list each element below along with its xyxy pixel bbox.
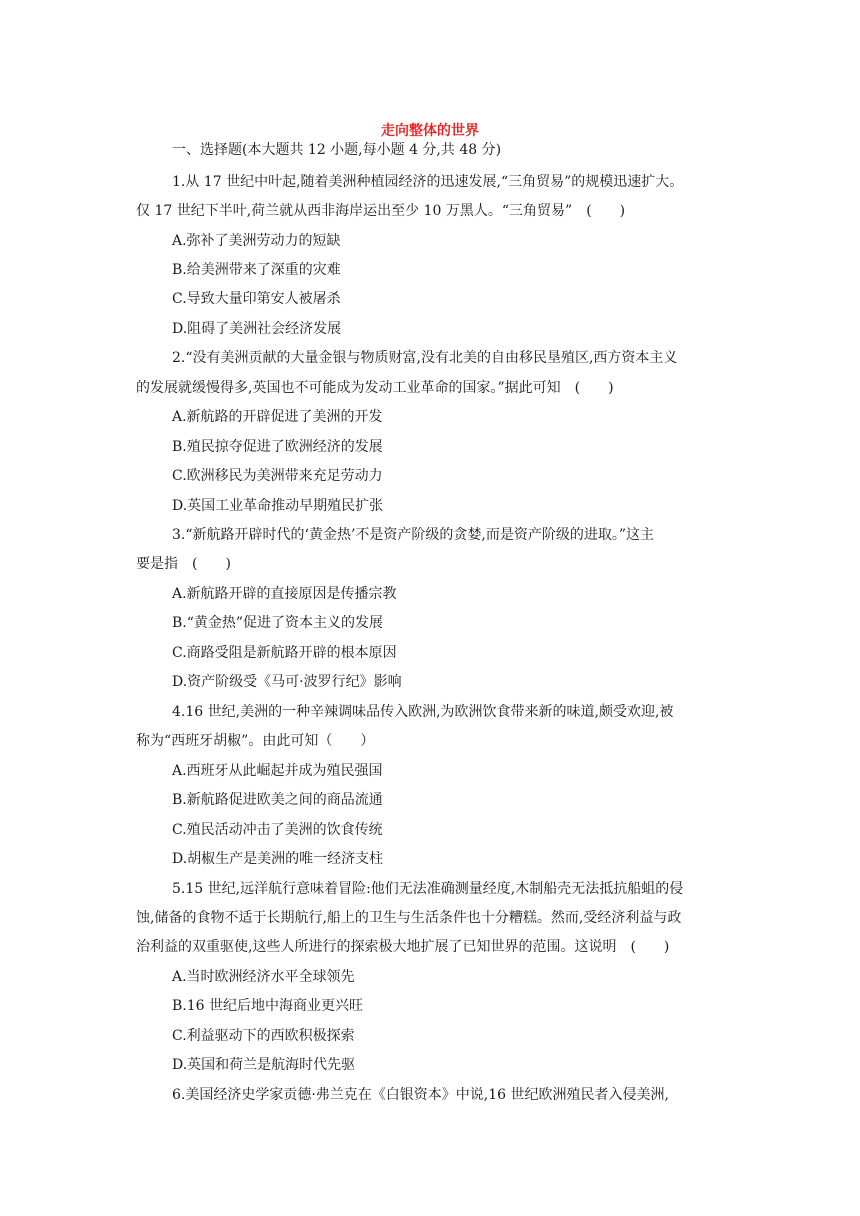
question-3-option-a: A.新航路开辟的直接原因是传播宗教 (172, 586, 397, 602)
question-5-option-c: C.利益驱动下的西欧积极探索 (172, 1028, 355, 1044)
question-5-line-2: 蚀,储备的食物不适于长期航行,船上的卫生与生活条件也十分糟糕。然而,受经济利益与政 (136, 910, 682, 926)
question-3-line-2: 要是指 ( ) (136, 556, 231, 572)
question-5-option-b: B.16 世纪后地中海商业更兴旺 (172, 998, 364, 1014)
question-2-line-1: 2.“没有美洲贡献的大量金银与物质财富,没有北美的自由移民垦殖区,西方资本主义 (172, 350, 678, 366)
question-2-option-a: A.新航路的开辟促进了美洲的开发 (172, 409, 383, 425)
question-1-option-a: A.弥补了美洲劳动力的短缺 (172, 233, 341, 249)
question-4-option-c: C.殖民活动冲击了美洲的饮食传统 (172, 822, 383, 838)
page-title: 走向整体的世界 (381, 123, 479, 139)
question-3-option-c: C.商路受阻是新航路开辟的根本原因 (172, 645, 397, 661)
question-4-line-2: 称为“西班牙胡椒”。由此可知（ ） (136, 733, 375, 749)
question-5-line-3: 治利益的双重驱使,这些人所进行的探索极大地扩展了已知世界的范围。这说明 ( ) (136, 939, 670, 955)
question-4-line-1: 4.16 世纪,美洲的一种辛辣调味品传入欧洲,为欧洲饮食带来新的味道,颇受欢迎,被 (172, 704, 674, 720)
question-2-option-b: B.殖民掠夺促进了欧洲经济的发展 (172, 439, 383, 455)
question-3-line-1: 3.“新航路开辟时代的‘黄金热’不是资产阶级的贪婪,而是资产阶级的进取。”这主 (172, 527, 655, 543)
question-1-line-1: 1.从 17 世纪中叶起,随着美洲种植园经济的迅速发展,“三角贸易”的规模迅速扩大。 (172, 174, 684, 190)
question-5-line-1: 5.15 世纪,远洋航行意味着冒险:他们无法准确测量经度,木制船壳无法抵抗船蛆的侵 (172, 881, 684, 897)
question-1-option-d: D.阻碍了美洲社会经济发展 (172, 321, 342, 337)
question-3-option-d: D.资产阶级受《马可·波罗行纪》影响 (172, 674, 402, 690)
question-5-option-a: A.当时欧洲经济水平全球领先 (172, 969, 355, 985)
section-header: 一、选择题(本大题共 12 小题,每小题 4 分,共 48 分) (172, 142, 502, 158)
question-6-line-1: 6.美国经济史学家贡德·弗兰克在《白银资本》中说,16 世纪欧洲殖民者入侵美洲, (172, 1087, 669, 1103)
question-2-option-c: C.欧洲移民为美洲带来充足劳动力 (172, 468, 383, 484)
question-4-option-b: B.新航路促进欧美之间的商品流通 (172, 792, 383, 808)
question-1-line-2: 仅 17 世纪下半叶,荷兰就从西非海岸运出至少 10 万黑人。“三角贸易” ( ) (136, 203, 626, 219)
question-2-line-2: 的发展就缓慢得多,英国也不可能成为发动工业革命的国家。”据此可知 ( ) (136, 380, 614, 396)
question-4-option-a: A.西班牙从此崛起并成为殖民强国 (172, 763, 383, 779)
question-5-option-d: D.英国和荷兰是航海时代先驱 (172, 1057, 356, 1073)
question-2-option-d: D.英国工业革命推动早期殖民扩张 (172, 498, 384, 514)
question-1-option-c: C.导致大量印第安人被屠杀 (172, 291, 341, 307)
question-1-option-b: B.给美洲带来了深重的灾难 (172, 262, 341, 278)
question-4-option-d: D.胡椒生产是美洲的唯一经济支柱 (172, 851, 384, 867)
question-3-option-b: B.“黄金热”促进了资本主义的发展 (172, 615, 384, 631)
